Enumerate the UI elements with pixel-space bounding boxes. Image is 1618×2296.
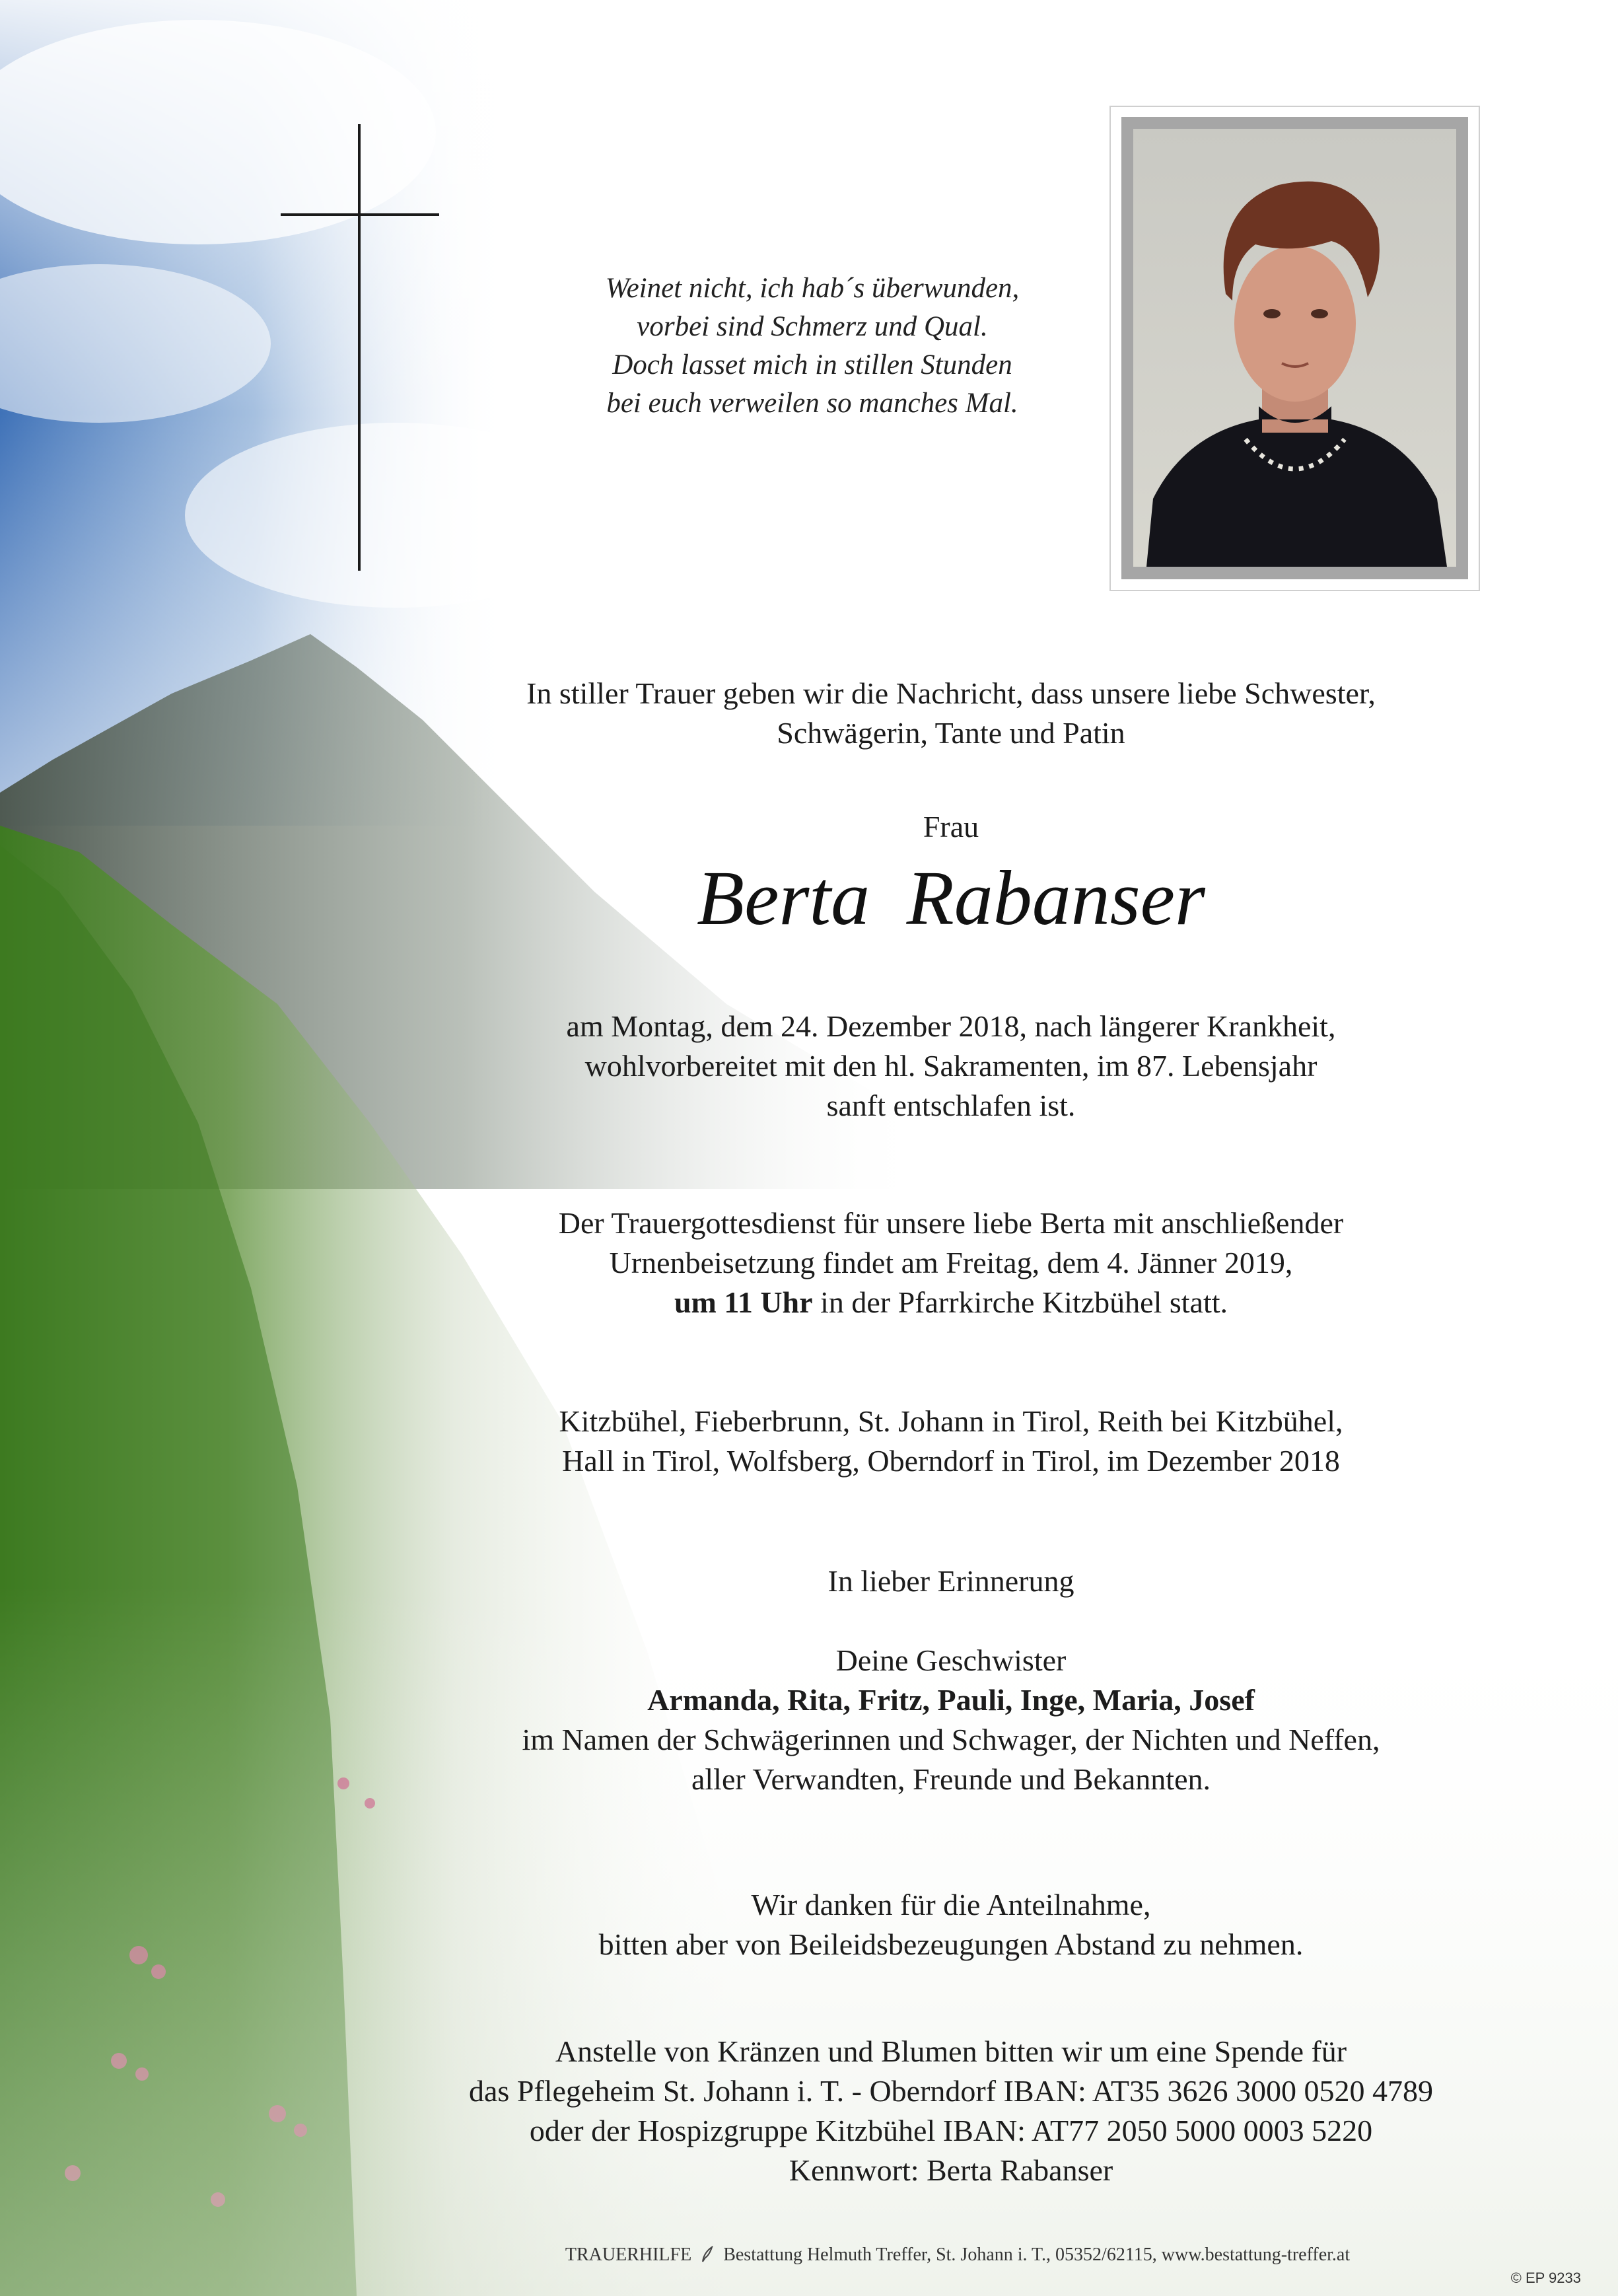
death-line: am Montag, dem 24. Dezember 2018, nach längerer Krankheit, (566, 1009, 1336, 1043)
donation-line: oder der Hospizgruppe Kitzbühel IBAN: AT77 2050 5000 0003 5220 (529, 2114, 1373, 2147)
siblings-names (423, 1680, 1479, 1720)
announcement-line: In stiller Trauer geben wir die Nachricht, dass unsere liebe Schwester, (526, 676, 1376, 710)
portrait-mat (1121, 117, 1468, 579)
service-time: um 11 Uhr (674, 1285, 813, 1319)
donation-line: Kennwort: Berta Rabanser (789, 2153, 1113, 2187)
footer-brand: TRAUERHILFE (565, 2244, 692, 2265)
feather-logo-icon (700, 2246, 715, 2263)
family-section (423, 1641, 1479, 1799)
salutation: Frau (923, 810, 979, 843)
donation-section (423, 2032, 1479, 2190)
service-line (423, 1283, 1479, 1322)
thanks-line: Wir danken für die Anteilnahme, (751, 1888, 1151, 1921)
deceased-name: Berta Rabanser (697, 855, 1205, 941)
siblings-list: Armanda, Rita, Fritz, Pauli, Inge, Maria, Josef (647, 1683, 1255, 1717)
poem-line: Doch lasset mich in stillen Stunden (612, 349, 1012, 380)
places-date (423, 1402, 1479, 1481)
document-code: © EP 9233 (1510, 2270, 1581, 2286)
poem (462, 269, 1162, 423)
announcement-line: Schwägerin, Tante und Patin (777, 716, 1125, 750)
poem-line: bei euch verweilen so manches Mal. (606, 388, 1018, 419)
service-location: in der Pfarrkirche Kitzbühel statt. (812, 1285, 1228, 1319)
family-intro: Deine Geschwister (835, 1643, 1067, 1677)
funeral-home-footer (542, 2243, 1374, 2267)
death-notice (423, 1007, 1479, 1126)
donation-line: das Pflegeheim St. Johann i. T. - Oberndorf IBAN: AT35 3626 3000 0520 4789 (469, 2074, 1433, 2108)
service-info (423, 1203, 1479, 1322)
footer-text: Bestattung Helmuth Treffer, St. Johann i. T., 05352/62115, www.bestattung-treffer.at (723, 2244, 1351, 2265)
memory-line: In lieber Erinnerung (827, 1564, 1074, 1598)
service-line: Der Trauergottesdienst für unsere liebe Berta mit anschließender (558, 1206, 1344, 1240)
family-line: aller Verwandten, Freunde und Bekannten. (691, 1762, 1211, 1796)
poem-line: vorbei sind Schmerz und Qual. (637, 311, 988, 342)
places-line: Kitzbühel, Fieberbrunn, St. Johann in Tirol, Reith bei Kitzbühel, (559, 1404, 1343, 1438)
portrait-photo-frame (1109, 106, 1480, 591)
announcement-text (423, 674, 1479, 753)
thanks-line: bitten aber von Beileidsbezeugungen Abstand zu nehmen. (598, 1927, 1304, 1961)
service-line: Urnenbeisetzung findet am Freitag, dem 4. Jänner 2019, (609, 1246, 1293, 1279)
family-line: im Namen der Schwägerinnen und Schwager, der Nichten und Neffen, (522, 1723, 1380, 1756)
death-line: wohlvorbereitet mit den hl. Sakramenten, im 87. Lebensjahr (584, 1049, 1318, 1083)
portrait-photo (1133, 129, 1456, 567)
places-line: Hall in Tirol, Wolfsberg, Oberndorf in Tirol, im Dezember 2018 (562, 1444, 1340, 1478)
thanks-section (423, 1885, 1479, 1964)
death-line: sanft entschlafen ist. (826, 1089, 1076, 1122)
donation-line: Anstelle von Kränzen und Blumen bitten wir um eine Spende für (555, 2034, 1347, 2068)
poem-line: Weinet nicht, ich hab´s überwunden, (605, 273, 1020, 304)
